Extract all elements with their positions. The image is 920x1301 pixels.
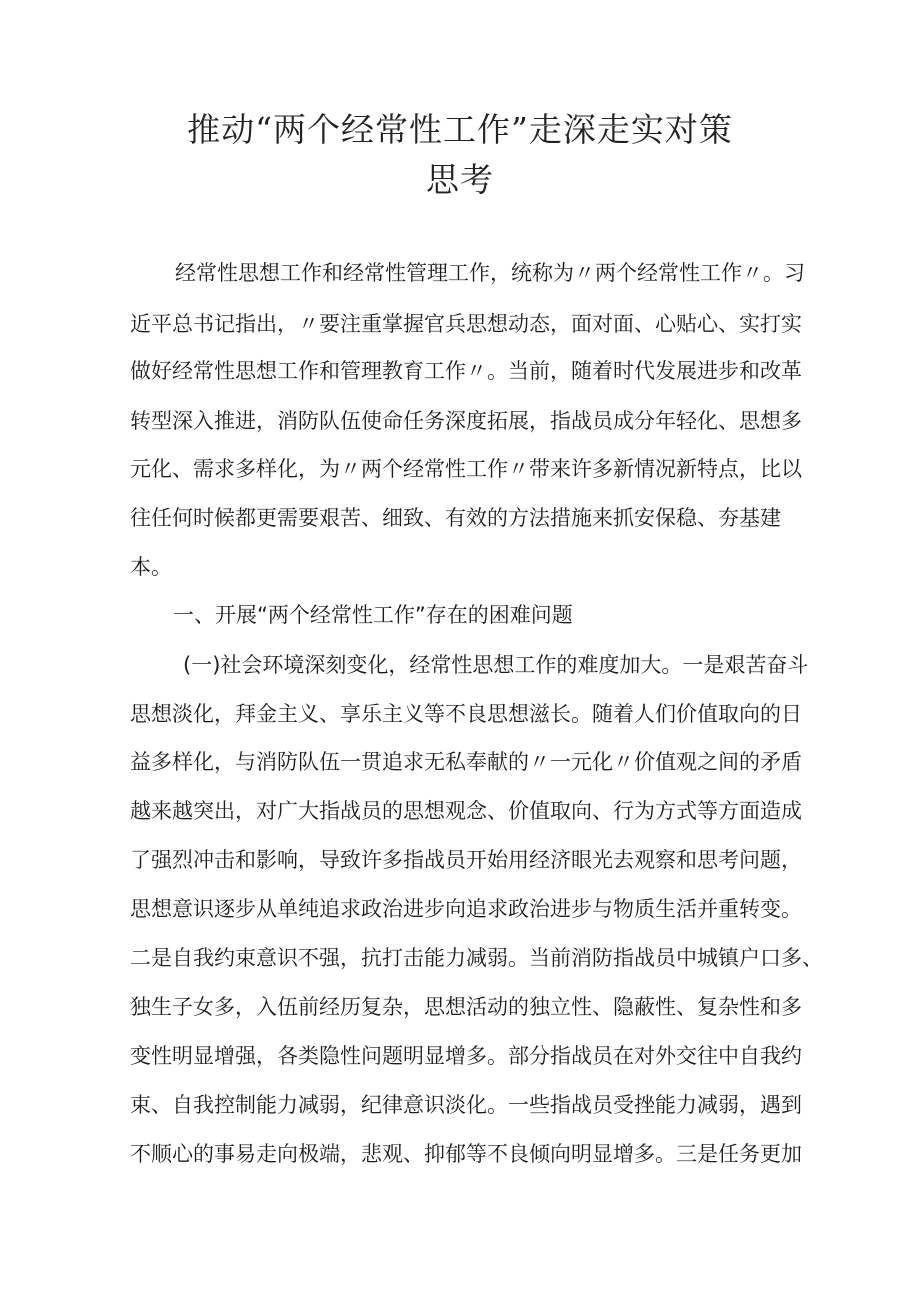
paragraph-line: 不顺心的事易走向极端，悲观、抑郁等不良倾向明显增多。三是任务更加	[130, 1142, 802, 1166]
paragraph-line: 了强烈冲击和影响，导致许多指战员开始用经济眼光去观察和思考问题，	[130, 848, 802, 872]
paragraph-line: 变性明显增强，各类隐性问题明显增多。部分指战员在对外交往中自我约	[130, 1044, 802, 1068]
paragraph-line: 往任何时候都更需要艰苦、细致、有效的方法措施来抓安保稳、夯基建	[130, 506, 781, 530]
paragraph-line: 本。	[130, 555, 172, 579]
paragraph-line: 独生子女多，入伍前经历复杂，思想活动的独立性、隐蔽性、复杂性和多	[130, 995, 802, 1019]
paragraph-line: 经常性思想工作和经常性管理工作，统称为〃两个经常性工作〃。习	[175, 261, 805, 285]
paragraph-line: 思想淡化，拜金主义、享乐主义等不良思想滋长。随着人们价值取向的日	[130, 702, 802, 726]
paragraph-line: 束、自我控制能力减弱，纪律意识淡化。一些指战员受挫能力减弱，遇到	[130, 1093, 802, 1117]
paragraph-line: 转型深入推进，消防队伍使命任务深度拓展，指战员成分年轻化、思想多	[130, 409, 802, 433]
document-title-line-2: 思考	[426, 160, 494, 199]
paragraph-line: 思想意识逐步从单纯追求政治进步向追求政治进步与物质生活并重转变。	[130, 897, 802, 921]
paragraph-line: 元化、需求多样化，为〃两个经常性工作〃带来许多新情况新特点，比以	[130, 457, 802, 481]
section-heading: 一、开展“两个经常性工作”存在的困难问题	[173, 603, 573, 627]
paragraph-line: 益多样化，与消防队伍一贯追求无私奉献的〃一元化〃价值观之间的矛盾	[130, 750, 802, 774]
paragraph-line: 越来越突出，对广大指战员的思想观念、价值取向、行为方式等方面造成	[130, 799, 802, 823]
document-title-line-1: 推动“两个经常性工作”走深走实对策	[187, 110, 733, 149]
paragraph-line: 近平总书记指出，〃要注重掌握官兵思想动态，面对面、心贴心、实打实	[130, 312, 802, 336]
paragraph-line: 二是自我约束意识不强，抗打击能力减弱。当前消防指战员中城镇户口多、	[130, 946, 823, 970]
paragraph-line: 做好经常性思想工作和管理教育工作〃。当前，随着时代发展进步和改革	[130, 359, 802, 383]
paragraph-line: (一)社会环境深刻变化，经常性思想工作的难度加大。一是艰苦奋斗	[183, 653, 809, 677]
